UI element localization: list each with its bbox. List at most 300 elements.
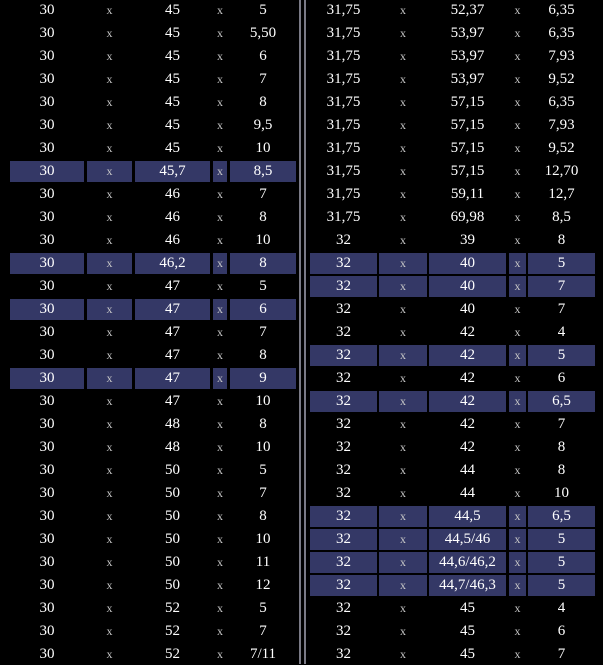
highlighted-size-row — [306, 391, 603, 412]
first-dimension-cell: 32 — [336, 600, 351, 616]
second-dimension-cell: 45 — [165, 94, 180, 110]
separator-cell: x — [514, 141, 521, 155]
third-dimension-cell: 11 — [255, 554, 271, 570]
first-dimension-cell: 30 — [10, 253, 84, 274]
first-dimension-cell: 30 — [39, 416, 55, 432]
separator-cell: x — [400, 72, 406, 86]
second-dimension-cell: 47 — [135, 299, 210, 320]
second-dimension-cell: 39 — [460, 232, 475, 248]
second-dimension-cell: 42 — [460, 370, 475, 386]
first-dimension-cell: 32 — [310, 552, 377, 573]
second-dimension-cell: 46 — [165, 186, 180, 202]
second-dimension-cell: 47 — [135, 368, 210, 389]
third-dimension-cell: 7,93 — [548, 117, 575, 133]
size-row — [0, 414, 301, 435]
separator-cell: x — [379, 529, 427, 550]
separator-cell: x — [400, 302, 406, 316]
highlighted-size-row — [0, 161, 301, 182]
separator-cell: x — [217, 509, 223, 523]
separator-cell: x — [217, 417, 223, 431]
separator-cell: x — [400, 49, 406, 63]
third-dimension-cell: 10 — [255, 140, 271, 156]
separator-cell: x — [217, 279, 223, 293]
size-row — [0, 322, 301, 343]
highlighted-size-row — [306, 253, 603, 274]
second-dimension-cell: 50 — [165, 462, 180, 478]
second-dimension-cell: 45 — [165, 48, 180, 64]
third-dimension-cell: 7 — [557, 646, 566, 662]
size-row — [0, 621, 301, 642]
second-dimension-cell: 45 — [165, 71, 180, 87]
first-dimension-cell: 32 — [310, 575, 377, 596]
size-row — [306, 161, 603, 182]
size-row — [306, 138, 603, 159]
size-row — [306, 644, 603, 665]
third-dimension-cell: 8 — [259, 209, 267, 225]
first-dimension-cell: 30 — [39, 117, 55, 133]
second-dimension-cell: 45 — [460, 623, 475, 639]
second-dimension-cell: 45 — [165, 2, 180, 18]
second-dimension-cell: 45 — [460, 646, 475, 662]
size-row — [0, 391, 301, 412]
separator-cell: x — [514, 233, 521, 247]
first-dimension-cell: 30 — [39, 2, 55, 18]
third-dimension-cell: 10 — [554, 485, 569, 501]
third-dimension-cell: 6,35 — [548, 94, 575, 110]
first-dimension-cell: 32 — [336, 439, 351, 455]
separator-cell: x — [217, 601, 223, 615]
second-dimension-cell: 42 — [429, 345, 506, 366]
second-dimension-cell: 45 — [460, 600, 475, 616]
first-dimension-cell: 30 — [39, 347, 55, 363]
first-dimension-cell: 32 — [336, 232, 351, 248]
size-row — [0, 437, 301, 458]
separator-cell: x — [509, 253, 526, 274]
size-row — [306, 207, 603, 228]
third-dimension-cell: 8 — [259, 508, 267, 524]
separator-cell: x — [400, 3, 406, 17]
first-dimension-cell: 30 — [10, 299, 84, 320]
separator-cell: x — [87, 253, 132, 274]
separator-cell: x — [106, 509, 113, 523]
first-dimension-cell: 30 — [39, 232, 55, 248]
size-row — [0, 529, 301, 550]
separator-cell: x — [106, 647, 113, 661]
separator-cell: x — [514, 371, 521, 385]
separator-cell: x — [400, 601, 406, 615]
separator-cell: x — [106, 49, 113, 63]
first-dimension-cell: 32 — [310, 253, 377, 274]
first-dimension-cell: 32 — [310, 529, 377, 550]
separator-cell: x — [400, 164, 406, 178]
first-dimension-cell: 31,75 — [326, 2, 361, 18]
second-dimension-cell: 42 — [460, 324, 475, 340]
second-dimension-cell: 40 — [429, 253, 506, 274]
first-dimension-cell: 32 — [336, 416, 351, 432]
first-dimension-cell: 31,75 — [326, 94, 361, 110]
size-row — [306, 299, 603, 320]
third-dimension-cell: 9,52 — [548, 71, 575, 87]
separator-cell: x — [106, 348, 113, 362]
separator-cell: x — [400, 187, 406, 201]
separator-cell: x — [106, 463, 113, 477]
separator-cell: x — [509, 575, 526, 596]
third-dimension-cell: 5 — [259, 278, 267, 294]
size-row — [0, 92, 301, 113]
second-dimension-cell: 53,97 — [450, 71, 485, 87]
separator-cell: x — [106, 417, 113, 431]
separator-cell: x — [87, 161, 132, 182]
separator-cell: x — [217, 394, 223, 408]
size-row — [306, 0, 603, 21]
size-row — [0, 46, 301, 67]
first-dimension-cell: 30 — [10, 368, 84, 389]
second-dimension-cell: 45,7 — [135, 161, 210, 182]
separator-cell: x — [87, 368, 132, 389]
separator-cell: x — [379, 276, 427, 297]
first-dimension-cell: 31,75 — [326, 163, 361, 179]
size-row — [306, 92, 603, 113]
size-row — [0, 575, 301, 596]
separator-cell: x — [213, 161, 227, 182]
column-divider-left — [299, 0, 301, 664]
separator-cell: x — [514, 210, 521, 224]
third-dimension-cell: 10 — [255, 393, 271, 409]
separator-cell: x — [106, 486, 113, 500]
size-row — [306, 460, 603, 481]
separator-cell: x — [106, 578, 113, 592]
separator-cell: x — [514, 647, 521, 661]
second-dimension-cell: 44,7/46,3 — [429, 575, 506, 596]
second-dimension-cell: 50 — [165, 577, 180, 593]
separator-cell: x — [514, 624, 521, 638]
first-dimension-cell: 30 — [10, 161, 84, 182]
first-dimension-cell: 32 — [310, 506, 377, 527]
size-row — [0, 0, 301, 21]
third-dimension-cell: 10 — [255, 439, 271, 455]
third-dimension-cell: 8 — [259, 347, 267, 363]
third-dimension-cell: 10 — [255, 232, 271, 248]
first-dimension-cell: 32 — [310, 276, 377, 297]
first-dimension-cell: 30 — [39, 531, 55, 547]
third-dimension-cell: 6 — [259, 48, 267, 64]
separator-cell: x — [106, 233, 113, 247]
separator-cell: x — [217, 440, 223, 454]
third-dimension-cell: 7 — [259, 71, 267, 87]
size-row — [306, 414, 603, 435]
third-dimension-cell: 7 — [259, 485, 267, 501]
separator-cell: x — [217, 532, 223, 546]
first-dimension-cell: 32 — [310, 391, 377, 412]
first-dimension-cell: 31,75 — [326, 209, 361, 225]
separator-cell: x — [217, 325, 223, 339]
third-dimension-cell: 5 — [528, 345, 595, 366]
first-dimension-cell: 31,75 — [326, 48, 361, 64]
first-dimension-cell: 32 — [336, 370, 351, 386]
third-dimension-cell: 9 — [230, 368, 296, 389]
size-row — [306, 230, 603, 251]
first-dimension-cell: 30 — [39, 462, 55, 478]
separator-cell: x — [217, 555, 223, 569]
third-dimension-cell: 5 — [259, 2, 267, 18]
second-dimension-cell: 42 — [460, 439, 475, 455]
first-dimension-cell: 30 — [39, 71, 55, 87]
separator-cell: x — [213, 253, 227, 274]
first-dimension-cell: 32 — [336, 485, 351, 501]
third-dimension-cell: 4 — [557, 600, 566, 616]
second-dimension-cell: 52 — [165, 646, 180, 662]
separator-cell: x — [400, 141, 406, 155]
separator-cell: x — [514, 95, 521, 109]
second-dimension-cell: 44,6/46,2 — [429, 552, 506, 573]
separator-cell: x — [514, 118, 521, 132]
second-dimension-cell: 48 — [165, 439, 180, 455]
separator-cell: x — [217, 578, 223, 592]
separator-cell: x — [514, 325, 521, 339]
third-dimension-cell: 6,35 — [548, 2, 575, 18]
size-row — [306, 46, 603, 67]
separator-cell: x — [514, 486, 521, 500]
third-dimension-cell: 4 — [557, 324, 566, 340]
right-size-table — [306, 0, 603, 664]
third-dimension-cell: 5 — [528, 253, 595, 274]
highlighted-size-row — [0, 253, 301, 274]
size-row — [0, 598, 301, 619]
separator-cell: x — [87, 299, 132, 320]
separator-cell: x — [509, 552, 526, 573]
separator-cell: x — [514, 417, 521, 431]
separator-cell: x — [514, 3, 521, 17]
third-dimension-cell: 8 — [557, 462, 566, 478]
separator-cell: x — [400, 233, 406, 247]
first-dimension-cell: 30 — [39, 485, 55, 501]
third-dimension-cell: 7/11 — [249, 646, 277, 662]
second-dimension-cell: 45 — [165, 117, 180, 133]
second-dimension-cell: 42 — [429, 391, 506, 412]
first-dimension-cell: 30 — [39, 508, 55, 524]
size-row — [306, 483, 603, 504]
second-dimension-cell: 50 — [165, 508, 180, 524]
separator-cell: x — [217, 647, 223, 661]
second-dimension-cell: 48 — [165, 416, 180, 432]
second-dimension-cell: 45 — [165, 25, 180, 41]
size-row — [306, 322, 603, 343]
first-dimension-cell: 30 — [39, 554, 55, 570]
separator-cell: x — [514, 26, 521, 40]
first-dimension-cell: 30 — [39, 324, 55, 340]
size-row — [0, 23, 301, 44]
second-dimension-cell: 45 — [165, 140, 180, 156]
first-dimension-cell: 32 — [336, 301, 351, 317]
separator-cell: x — [217, 118, 223, 132]
third-dimension-cell: 5 — [259, 462, 267, 478]
size-row — [0, 506, 301, 527]
separator-cell: x — [379, 506, 427, 527]
size-row — [0, 276, 301, 297]
separator-cell: x — [106, 279, 113, 293]
separator-cell: x — [400, 118, 406, 132]
third-dimension-cell: 10 — [255, 531, 271, 547]
first-dimension-cell: 30 — [39, 209, 55, 225]
separator-cell: x — [106, 187, 113, 201]
separator-cell: x — [217, 72, 223, 86]
size-row — [0, 552, 301, 573]
third-dimension-cell: 7 — [557, 416, 566, 432]
third-dimension-cell: 5 — [528, 575, 595, 596]
separator-cell: x — [217, 187, 223, 201]
second-dimension-cell: 47 — [165, 393, 180, 409]
second-dimension-cell: 46 — [165, 232, 180, 248]
separator-cell: x — [514, 164, 521, 178]
second-dimension-cell: 47 — [165, 324, 180, 340]
separator-cell: x — [217, 624, 223, 638]
third-dimension-cell: 6,35 — [548, 25, 575, 41]
first-dimension-cell: 32 — [336, 646, 351, 662]
third-dimension-cell: 6,5 — [528, 391, 595, 412]
separator-cell: x — [217, 348, 223, 362]
second-dimension-cell: 57,15 — [450, 140, 485, 156]
separator-cell: x — [106, 141, 113, 155]
size-row — [306, 368, 603, 389]
size-row — [306, 69, 603, 90]
third-dimension-cell: 6 — [230, 299, 296, 320]
separator-cell: x — [400, 417, 406, 431]
separator-cell: x — [106, 440, 113, 454]
first-dimension-cell: 32 — [336, 462, 351, 478]
second-dimension-cell: 42 — [460, 416, 475, 432]
separator-cell: x — [213, 299, 227, 320]
size-row — [306, 23, 603, 44]
size-row — [306, 115, 603, 136]
first-dimension-cell: 30 — [39, 577, 55, 593]
highlighted-size-row — [306, 575, 603, 596]
separator-cell: x — [400, 486, 406, 500]
second-dimension-cell: 44 — [460, 485, 475, 501]
first-dimension-cell: 30 — [39, 623, 55, 639]
second-dimension-cell: 50 — [165, 485, 180, 501]
separator-cell: x — [509, 391, 526, 412]
separator-cell: x — [514, 440, 521, 454]
third-dimension-cell: 12 — [255, 577, 271, 593]
third-dimension-cell: 6 — [557, 623, 566, 639]
separator-cell: x — [217, 486, 223, 500]
third-dimension-cell: 7 — [259, 324, 267, 340]
separator-cell: x — [400, 624, 406, 638]
third-dimension-cell: 8 — [259, 416, 267, 432]
second-dimension-cell: 47 — [165, 278, 180, 294]
third-dimension-cell: 12,7 — [548, 186, 575, 202]
separator-cell: x — [509, 345, 526, 366]
third-dimension-cell: 5 — [528, 529, 595, 550]
second-dimension-cell: 46,2 — [135, 253, 210, 274]
size-row — [0, 184, 301, 205]
first-dimension-cell: 30 — [39, 140, 55, 156]
separator-cell: x — [106, 624, 113, 638]
first-dimension-cell: 30 — [39, 48, 55, 64]
separator-cell: x — [514, 72, 521, 86]
separator-cell: x — [400, 440, 406, 454]
third-dimension-cell: 8 — [557, 232, 566, 248]
third-dimension-cell: 7 — [528, 276, 595, 297]
third-dimension-cell: 9,5 — [253, 117, 273, 133]
third-dimension-cell: 12,70 — [544, 163, 579, 179]
separator-cell: x — [106, 532, 113, 546]
separator-cell: x — [514, 187, 521, 201]
separator-cell: x — [217, 210, 223, 224]
first-dimension-cell: 32 — [336, 623, 351, 639]
separator-cell: x — [379, 391, 427, 412]
third-dimension-cell: 7,93 — [548, 48, 575, 64]
separator-cell: x — [379, 253, 427, 274]
third-dimension-cell: 8 — [230, 253, 296, 274]
size-row — [0, 230, 301, 251]
separator-cell: x — [514, 49, 521, 63]
separator-cell: x — [213, 368, 227, 389]
separator-cell: x — [514, 463, 521, 477]
size-row — [306, 184, 603, 205]
separator-cell: x — [106, 95, 113, 109]
separator-cell: x — [217, 141, 223, 155]
separator-cell: x — [217, 49, 223, 63]
separator-cell: x — [514, 601, 521, 615]
second-dimension-cell: 40 — [429, 276, 506, 297]
size-row — [0, 345, 301, 366]
separator-cell: x — [400, 95, 406, 109]
separator-cell: x — [400, 210, 406, 224]
first-dimension-cell: 31,75 — [326, 186, 361, 202]
size-row — [0, 460, 301, 481]
separator-cell: x — [106, 3, 113, 17]
size-row — [0, 69, 301, 90]
highlighted-size-row — [306, 529, 603, 550]
separator-cell: x — [379, 575, 427, 596]
first-dimension-cell: 30 — [39, 186, 55, 202]
size-row — [0, 115, 301, 136]
separator-cell: x — [106, 394, 113, 408]
first-dimension-cell: 30 — [39, 646, 55, 662]
first-dimension-cell: 31,75 — [326, 117, 361, 133]
second-dimension-cell: 44 — [460, 462, 475, 478]
second-dimension-cell: 53,97 — [450, 48, 485, 64]
third-dimension-cell: 7 — [259, 186, 267, 202]
separator-cell: x — [217, 26, 223, 40]
separator-cell: x — [217, 95, 223, 109]
separator-cell: x — [514, 302, 521, 316]
separator-cell: x — [106, 118, 113, 132]
first-dimension-cell: 31,75 — [326, 25, 361, 41]
first-dimension-cell: 31,75 — [326, 71, 361, 87]
second-dimension-cell: 46 — [165, 209, 180, 225]
third-dimension-cell: 8,5 — [552, 209, 571, 225]
separator-cell: x — [217, 3, 223, 17]
second-dimension-cell: 59,11 — [450, 186, 485, 202]
size-row — [0, 483, 301, 504]
separator-cell: x — [400, 463, 406, 477]
highlighted-size-row — [306, 506, 603, 527]
highlighted-size-row — [306, 552, 603, 573]
separator-cell: x — [400, 647, 406, 661]
separator-cell: x — [379, 345, 427, 366]
second-dimension-cell: 57,15 — [450, 94, 485, 110]
third-dimension-cell: 8 — [259, 94, 267, 110]
first-dimension-cell: 32 — [310, 345, 377, 366]
second-dimension-cell: 57,15 — [450, 163, 485, 179]
second-dimension-cell: 50 — [165, 531, 180, 547]
second-dimension-cell: 52,37 — [450, 2, 485, 18]
third-dimension-cell: 6,5 — [528, 506, 595, 527]
separator-cell: x — [217, 233, 223, 247]
separator-cell: x — [400, 325, 406, 339]
